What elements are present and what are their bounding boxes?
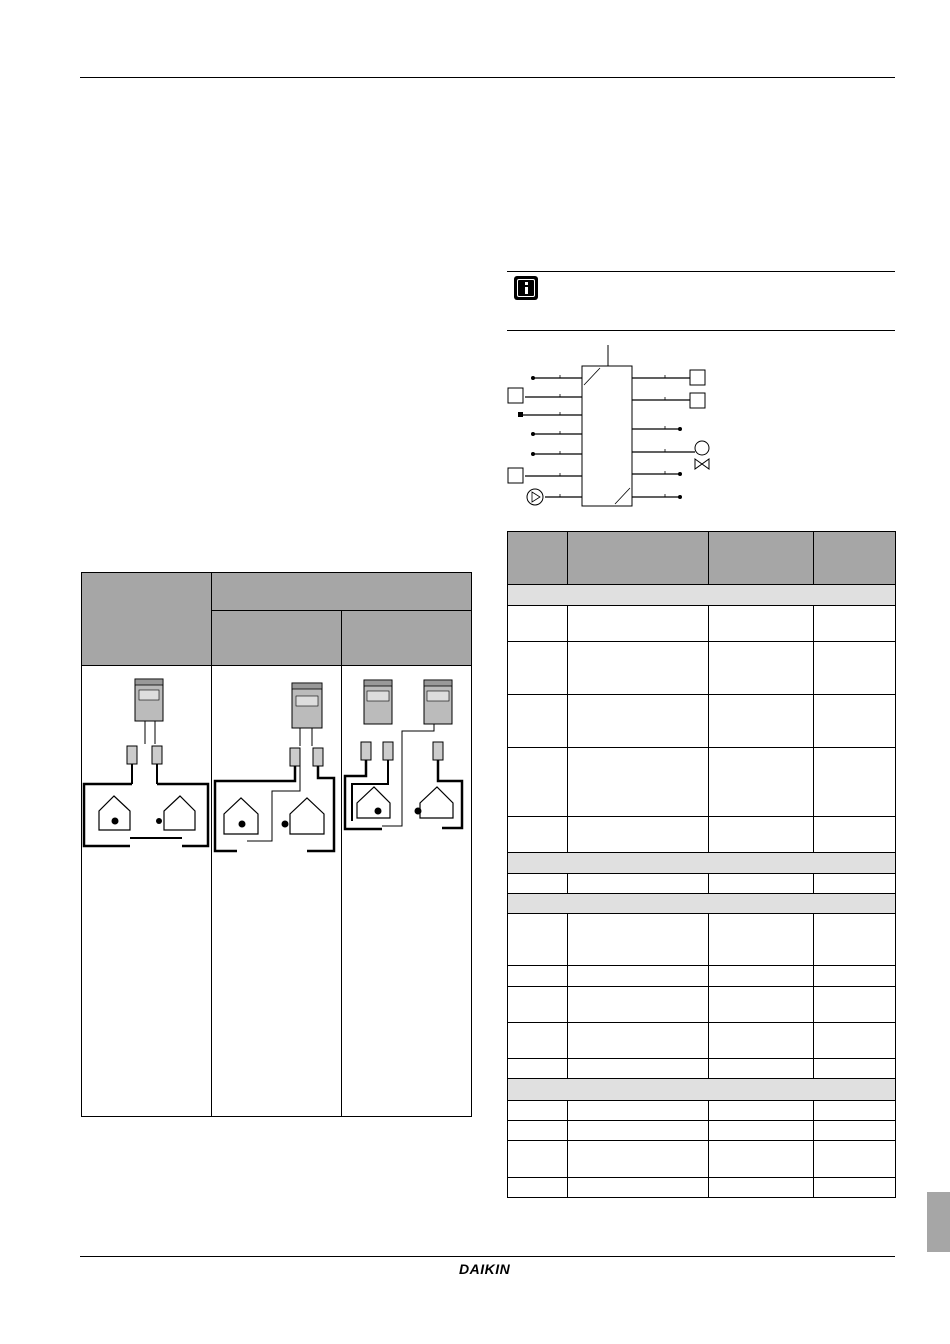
table-cell xyxy=(568,1141,709,1178)
table-cell xyxy=(709,987,814,1023)
header-rule xyxy=(80,77,895,78)
table-cell xyxy=(568,748,709,817)
section-row xyxy=(508,1079,896,1101)
table-cell xyxy=(568,1101,709,1121)
table-cell xyxy=(709,874,814,894)
daikin-logo: DAIKIN xyxy=(459,1261,511,1277)
control-board-diagram xyxy=(505,340,725,510)
connection-options-table xyxy=(81,572,472,1117)
table-cell xyxy=(709,1059,814,1079)
table-cell xyxy=(508,606,568,642)
table-cell xyxy=(508,817,568,853)
section-row xyxy=(508,585,896,606)
table-cell xyxy=(814,966,896,987)
table-cell xyxy=(814,1141,896,1178)
diagram-cell-2 xyxy=(212,666,342,1117)
table-header-cell xyxy=(342,611,472,666)
table-cell xyxy=(709,642,814,695)
table-cell xyxy=(568,606,709,642)
table-cell xyxy=(508,748,568,817)
wiring-diagram-2 xyxy=(212,666,341,1111)
table-cell xyxy=(709,966,814,987)
table-cell xyxy=(709,748,814,817)
terminal-table xyxy=(507,531,896,1198)
wiring-diagram-1 xyxy=(82,666,211,1111)
table-cell xyxy=(814,987,896,1023)
table-cell xyxy=(568,987,709,1023)
table-cell xyxy=(709,1101,814,1121)
table-cell xyxy=(814,874,896,894)
table-cell xyxy=(568,874,709,894)
table-cell xyxy=(814,914,896,966)
table-header-cell xyxy=(709,532,814,585)
table-cell xyxy=(508,1178,568,1198)
table-cell xyxy=(568,642,709,695)
info-note-bottom-rule xyxy=(507,330,895,331)
table-cell xyxy=(568,914,709,966)
table-cell xyxy=(568,966,709,987)
table-cell xyxy=(568,1023,709,1059)
table-cell xyxy=(709,695,814,748)
table-cell xyxy=(508,1059,568,1079)
table-cell xyxy=(568,1059,709,1079)
table-cell xyxy=(508,642,568,695)
table-header-cell xyxy=(212,573,472,611)
table-cell xyxy=(814,1178,896,1198)
chapter-tab xyxy=(927,1192,950,1252)
table-cell xyxy=(508,695,568,748)
table-cell xyxy=(709,1141,814,1178)
table-cell xyxy=(814,1101,896,1121)
table-cell xyxy=(508,874,568,894)
table-cell xyxy=(568,695,709,748)
table-cell xyxy=(508,1141,568,1178)
table-cell xyxy=(709,817,814,853)
diagram-cell-3 xyxy=(342,666,472,1117)
table-cell xyxy=(508,1023,568,1059)
table-cell xyxy=(508,987,568,1023)
table-cell xyxy=(814,695,896,748)
table-cell xyxy=(568,1121,709,1141)
table-cell xyxy=(814,748,896,817)
table-cell xyxy=(814,1059,896,1079)
wiring-diagram-3 xyxy=(342,666,471,1111)
info-note-top-rule xyxy=(507,271,895,272)
table-cell xyxy=(709,1023,814,1059)
table-header-cell xyxy=(508,532,568,585)
section-row xyxy=(508,853,896,874)
table-cell xyxy=(709,1121,814,1141)
section-row xyxy=(508,894,896,914)
table-header-cell xyxy=(568,532,709,585)
table-cell xyxy=(568,817,709,853)
info-icon xyxy=(514,276,538,300)
table-header-cell xyxy=(212,611,342,666)
table-cell xyxy=(508,966,568,987)
table-cell xyxy=(508,1101,568,1121)
table-cell xyxy=(709,1178,814,1198)
table-cell xyxy=(508,1121,568,1141)
diagram-cell-1 xyxy=(82,666,212,1117)
table-cell xyxy=(814,817,896,853)
table-cell xyxy=(814,642,896,695)
table-header-cell xyxy=(814,532,896,585)
footer-rule xyxy=(80,1256,895,1257)
table-cell xyxy=(814,1023,896,1059)
table-cell xyxy=(508,914,568,966)
table-cell xyxy=(709,914,814,966)
table-cell xyxy=(814,606,896,642)
table-cell xyxy=(814,1121,896,1141)
table-cell xyxy=(709,606,814,642)
table-header-cell xyxy=(82,573,212,666)
table-cell xyxy=(568,1178,709,1198)
